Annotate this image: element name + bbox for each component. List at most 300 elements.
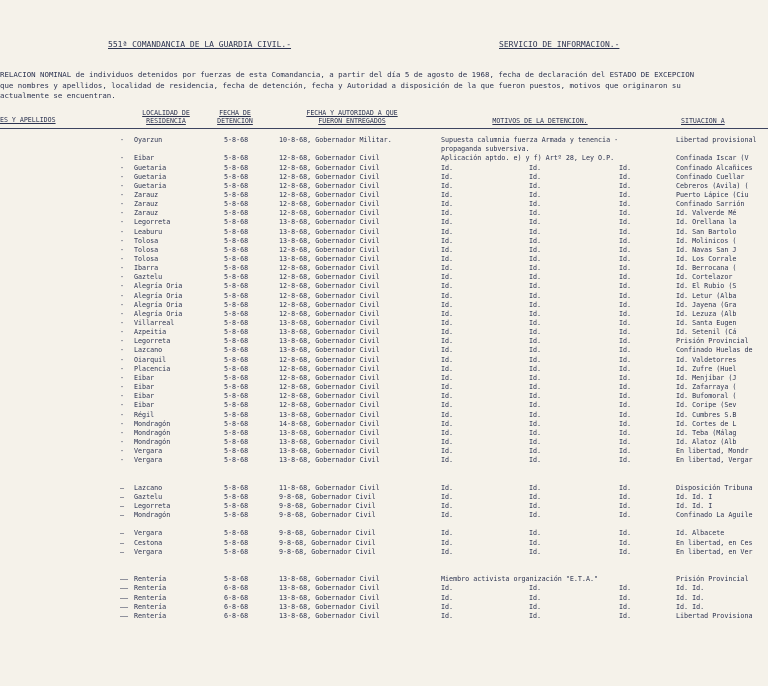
motive-cell: Id. [441, 401, 454, 410]
motive-cell: Id. [441, 483, 454, 492]
row-dash: - [120, 218, 125, 227]
motive-cell: Id. [619, 611, 632, 620]
table-row [0, 237, 768, 246]
motive-cell: Id. [619, 291, 632, 300]
col-header-name: ES Y APELLIDOS [0, 116, 56, 124]
row-dash: - [120, 319, 125, 327]
situation-cell: Id. Id. I [676, 492, 713, 501]
detention-date-cell: 5-8-68 [224, 483, 249, 492]
row-dash: - [120, 291, 125, 300]
row-dash: - [120, 437, 125, 446]
table-row [0, 301, 768, 310]
detention-date-cell: 5-8-68 [224, 136, 249, 144]
row-dash: — [120, 547, 125, 556]
table-row [0, 273, 768, 282]
authority-cell: 12-8-68, Gobernador Civil [279, 181, 380, 190]
motive-cell: Id. [529, 236, 542, 245]
situation-cell: Id. Bufomoral ( [676, 392, 737, 401]
detention-date-cell: 6-8-68 [224, 584, 249, 593]
authority-cell: 9-8-68, Gobernador Civil [279, 511, 376, 520]
motive-cell: Id. [619, 547, 632, 556]
table-row [0, 200, 768, 209]
locality-cell: Placencia [134, 364, 171, 373]
motive-cell: Id. [529, 611, 542, 620]
motive-cell: Id. [441, 364, 454, 373]
detention-date-cell: 5-8-68 [224, 447, 249, 456]
table-row [0, 246, 768, 255]
authority-cell: 9-8-68, Gobernador Civil [279, 492, 376, 501]
table-row [0, 484, 768, 493]
locality-cell: Alegría Oria [134, 300, 183, 309]
motive-cell: Id. [441, 447, 454, 456]
motive-cell: Id. [441, 547, 454, 556]
table-row [0, 209, 768, 218]
motive-cell: Id. [619, 328, 632, 337]
authority-cell: 12-8-68, Gobernador Civil [279, 291, 380, 300]
authority-cell: 13-8-68, Gobernador Civil [279, 593, 380, 602]
locality-cell: Lazcano [134, 483, 163, 492]
motive-cell: Id. [441, 282, 454, 291]
locality-cell: Legorreta [134, 218, 171, 227]
detention-date-cell: 5-8-68 [224, 410, 249, 419]
locality-cell: Zarauz [134, 190, 159, 199]
motive-cell: Id. [619, 447, 632, 456]
table-row [0, 612, 768, 621]
detention-date-cell: 5-8-68 [224, 502, 249, 510]
motive-cell: Id. [441, 328, 454, 337]
authority-cell: 13-8-68, Gobernador Civil [279, 255, 380, 263]
motive-cell: Id. [441, 337, 454, 346]
locality-cell: Eibar [134, 392, 155, 401]
authority-cell: 13-8-68, Gobernador Civil [279, 319, 380, 327]
motive-cell: Id. [619, 392, 632, 401]
detention-date-cell: 5-8-68 [224, 547, 249, 556]
authority-cell: 12-8-68, Gobernador Civil [279, 273, 380, 282]
detention-date-cell: 5-8-68 [224, 337, 249, 346]
col-header-locality [133, 110, 199, 125]
motive-cell: Id. [529, 255, 542, 263]
locality-cell: Rentería [134, 593, 167, 602]
motive-cell: Id. [619, 227, 632, 236]
motive-cell: Id. [529, 200, 542, 209]
authority-cell: 12-8-68, Gobernador Civil [279, 190, 380, 199]
motive-cell: Id. [529, 209, 542, 218]
motive-cell: Id. [529, 163, 542, 172]
motive-cell: Id. [619, 355, 632, 364]
situation-cell: Confinado Huelas de [676, 346, 753, 355]
row-dash: - [120, 264, 125, 273]
motive-cell: Id. [619, 529, 632, 538]
motive-cell: Id. [619, 309, 632, 318]
situation-cell: Id. Id. [676, 593, 705, 602]
row-dash: - [120, 273, 125, 282]
table-row [0, 365, 768, 374]
motive-cell: Id. [441, 511, 454, 520]
row-dash: — [120, 511, 125, 520]
situation-cell: Id. Lezuza (Alb [676, 309, 737, 318]
situation-cell: Id. Id. [676, 602, 705, 611]
authority-cell: 13-8-68, Gobernador Civil [279, 410, 380, 419]
locality-cell: Rentería [134, 611, 167, 620]
row-dash: — [120, 483, 125, 492]
motive-cell: Id. [619, 593, 632, 602]
detention-date-cell: 5-8-68 [224, 529, 249, 538]
situation-cell: Id. Navas San J [676, 245, 737, 254]
motive-cell: Id. [619, 401, 632, 410]
detention-date-cell: 5-8-68 [224, 255, 249, 263]
locality-cell: Régil [134, 410, 155, 419]
detention-date-cell: 5-8-68 [224, 319, 249, 327]
authority-cell: 9-8-68, Gobernador Civil [279, 502, 376, 510]
col-header-date [209, 110, 261, 125]
situation-cell: Id. Cortes de L [676, 419, 737, 428]
table-row [0, 310, 768, 319]
table-row [0, 182, 768, 191]
authority-cell: 12-8-68, Gobernador Civil [279, 200, 380, 209]
row-dash: - [120, 236, 125, 245]
motive-cell: Id. [529, 227, 542, 236]
header-left: 551ª COMANDANCIA DE LA GUARDIA CIVIL.- [108, 40, 292, 49]
table-row [0, 383, 768, 392]
row-dash: - [120, 154, 125, 163]
situation-cell: Prisión Provincial [676, 575, 749, 584]
intro-line: actualmente se encuentran. [0, 91, 116, 100]
locality-cell: Eibar [134, 373, 155, 382]
motive-cell: Id. [441, 218, 454, 227]
situation-cell: Id. Jayena (Gra [676, 300, 737, 309]
locality-cell: Oiarquil [134, 355, 167, 364]
detention-date-cell: 5-8-68 [224, 282, 249, 291]
row-dash: - [120, 373, 125, 382]
situation-cell: Id. Coripe (Sev [676, 401, 737, 410]
detention-date-cell: 5-8-68 [224, 511, 249, 520]
motive-cell: Id. [441, 383, 454, 391]
row-dash: — [120, 538, 125, 547]
detention-date-cell: 5-8-68 [224, 346, 249, 355]
detention-date-cell: 5-8-68 [224, 328, 249, 337]
detention-date-cell: 5-8-68 [224, 437, 249, 446]
situation-cell: Id. El Rubio (S [676, 282, 737, 291]
motive-cell: Id. [619, 172, 632, 181]
locality-cell: Eibar [134, 401, 155, 410]
table-row [0, 374, 768, 383]
motive-cell: Id. [619, 163, 632, 172]
row-dash: - [120, 364, 125, 373]
locality-cell: Vergara [134, 456, 163, 465]
motive-cell: Id. [529, 502, 542, 510]
table-row [0, 539, 768, 548]
situation-cell: Id. Cumbres S.B [676, 410, 737, 419]
situation-cell: Id. Zufre (Huel [676, 364, 737, 373]
authority-cell: 12-8-68, Gobernador Civil [279, 300, 380, 309]
detention-date-cell: 5-8-68 [224, 227, 249, 236]
row-dash: —— [120, 593, 129, 602]
motive-cell: Id. [619, 190, 632, 199]
locality-cell: Cestona [134, 538, 163, 547]
situation-cell: Id. Valverde Mé [676, 209, 737, 218]
motive-cell: Id. [529, 410, 542, 419]
authority-cell: 12-8-68, Gobernador Civil [279, 163, 380, 172]
detention-date-cell: 6-8-68 [224, 611, 249, 620]
detention-date-cell: 5-8-68 [224, 392, 249, 401]
situation-cell: Confinado Alcañices [676, 163, 753, 172]
header-right: SERVICIO DE INFORMACION.- [499, 40, 620, 49]
row-dash: —— [120, 575, 129, 584]
motive-cell: Id. [619, 282, 632, 291]
authority-cell: 13-8-68, Gobernador Civil [279, 428, 380, 437]
locality-cell: Tolosa [134, 255, 159, 263]
motive-cell: Id. [619, 383, 632, 391]
motive-cell: Id. [441, 236, 454, 245]
locality-cell: Mondragón [134, 437, 171, 446]
table-row [0, 154, 768, 163]
motive-cell: Id. [619, 300, 632, 309]
table-row [0, 511, 768, 520]
motive-cell: Id. [441, 181, 454, 190]
row-dash: - [120, 355, 125, 364]
authority-cell: 12-8-68, Gobernador Civil [279, 172, 380, 181]
motive-cell: Id. [529, 392, 542, 401]
motive-cell: Id. [529, 511, 542, 520]
situation-cell: Id. Id. I [676, 502, 713, 510]
detention-date-cell: 5-8-68 [224, 300, 249, 309]
row-dash: - [120, 227, 125, 236]
col-header-authority-line: FUERON ENTREGADOS [318, 116, 386, 125]
motive-cell: Id. [619, 410, 632, 419]
table-row [0, 319, 768, 328]
row-dash: - [120, 190, 125, 199]
motive-cell: Id. [529, 364, 542, 373]
situation-cell: En libertad, Vergar [676, 456, 753, 465]
situation-cell: Id. Santa Eugen [676, 319, 737, 327]
situation-cell: Confinada Iscar (V [676, 154, 749, 163]
motive-cell: Id. [619, 419, 632, 428]
situation-cell: Id. Letur (Alba [676, 291, 737, 300]
detention-date-cell: 5-8-68 [224, 538, 249, 547]
table-row [0, 136, 768, 145]
detention-date-cell: 5-8-68 [224, 273, 249, 282]
detention-date-cell: 5-8-68 [224, 218, 249, 227]
locality-cell: Ibarra [134, 264, 159, 273]
detention-date-cell: 6-8-68 [224, 602, 249, 611]
motive-cell: Id. [441, 245, 454, 254]
locality-cell: Guetaria [134, 172, 167, 181]
situation-cell: Id. San Bartolo [676, 227, 737, 236]
motive-cell: Id. [619, 209, 632, 218]
motive-cell: Id. [441, 584, 454, 593]
detention-date-cell: 5-8-68 [224, 209, 249, 218]
motive-cell: Id. [619, 483, 632, 492]
row-dash: —— [120, 602, 129, 611]
col-header-authority [289, 110, 415, 125]
motive-cell: Id. [441, 346, 454, 355]
row-dash: - [120, 383, 125, 391]
row-dash: - [120, 392, 125, 401]
row-dash: - [120, 282, 125, 291]
motive-cell: Id. [441, 190, 454, 199]
table-row [0, 493, 768, 502]
table-row [0, 264, 768, 273]
table-row [0, 438, 768, 447]
authority-cell: 13-8-68, Gobernador Civil [279, 456, 380, 465]
row-dash: - [120, 300, 125, 309]
intro-line: que nombres y apellidos, localidad de residencia, fecha de detención, fecha y Autoridad a disposición de la que fueron puestos, motivos que originaron su [0, 80, 681, 90]
motive-cell: Id. [441, 200, 454, 209]
motive-cell: Id. [619, 346, 632, 355]
authority-cell: 12-8-68, Gobernador Civil [279, 282, 380, 291]
situation-cell: Libertad provisional [676, 136, 757, 144]
motive-cell: Id. [441, 428, 454, 437]
motive-cell: Id. [441, 437, 454, 446]
motive-cell: Id. [619, 181, 632, 190]
table-row [0, 292, 768, 301]
table-row [0, 456, 768, 465]
motive-cell: Id. [441, 419, 454, 428]
motive-cell: Id. [529, 355, 542, 364]
situation-cell: Id. Id. [676, 584, 705, 593]
row-dash: - [120, 337, 125, 346]
authority-cell: 13-8-68, Gobernador Civil [279, 611, 380, 620]
authority-cell: 13-8-68, Gobernador Civil [279, 447, 380, 456]
col-header-locality-line: RESIDENCIA [146, 116, 186, 125]
table-row [0, 356, 768, 365]
motive-cell: Id. [619, 538, 632, 547]
motive-cell: Id. [529, 273, 542, 282]
situation-cell: Prisión Provincial [676, 337, 749, 346]
locality-cell: Mondragón [134, 419, 171, 428]
row-dash: — [120, 492, 125, 501]
authority-cell: 12-8-68, Gobernador Civil [279, 373, 380, 382]
motive-cell: Id. [529, 218, 542, 227]
motive-cell: Id. [441, 593, 454, 602]
authority-cell: 12-8-68, Gobernador Civil [279, 364, 380, 373]
authority-cell: 12-8-68, Gobernador Civil [279, 401, 380, 410]
locality-cell: Eibar [134, 383, 155, 391]
motive-cell: Id. [619, 218, 632, 227]
locality-cell: Vergara [134, 447, 163, 456]
motive-cell: Id. [529, 291, 542, 300]
row-dash: - [120, 346, 125, 355]
locality-cell: Mondragón [134, 511, 171, 520]
authority-cell: 13-8-68, Gobernador Civil [279, 584, 380, 593]
motive-cell: Id. [529, 419, 542, 428]
col-header-date-line: DETENCION [217, 116, 253, 125]
situation-cell: Puerto Lápice (Ciu [676, 190, 749, 199]
locality-cell: Vergara [134, 547, 163, 556]
row-dash: - [120, 245, 125, 254]
col-header-motives: MOTIVOS DE LA DETENCION. [492, 117, 588, 125]
row-dash: - [120, 410, 125, 419]
table-row [0, 145, 768, 154]
detention-date-cell: 5-8-68 [224, 456, 249, 465]
detention-date-cell: 5-8-68 [224, 428, 249, 437]
detention-date-cell: 5-8-68 [224, 383, 249, 391]
situation-cell: Id. Albacete [676, 529, 725, 538]
motive-cell: Id. [619, 492, 632, 501]
motive-cell: Id. [529, 337, 542, 346]
authority-cell: 12-8-68, Gobernador Civil [279, 309, 380, 318]
table-row [0, 411, 768, 420]
authority-cell: 13-8-68, Gobernador Civil [279, 328, 380, 337]
motive-cell: Id. [529, 529, 542, 538]
locality-cell: Gaztelu [134, 273, 163, 282]
detention-date-cell: 6-8-68 [224, 593, 249, 602]
col-header-date-line: FECHA DE [219, 109, 251, 117]
detention-date-cell: 5-8-68 [224, 373, 249, 382]
situation-cell: Confinado La Aguile [676, 511, 753, 520]
authority-cell: 12-8-68, Gobernador Civil [279, 209, 380, 218]
header-rule [0, 128, 768, 129]
motive-cell: Id. [441, 291, 454, 300]
motive-cell: Id. [619, 264, 632, 273]
table-row [0, 429, 768, 438]
motive-cell: Id. [441, 410, 454, 419]
table-row [0, 401, 768, 410]
locality-cell: Tolosa [134, 236, 159, 245]
situation-cell: Libertad Provisiona [676, 611, 753, 620]
table-row [0, 346, 768, 355]
motive-cell: Id. [529, 538, 542, 547]
situation-cell: Id. Cortelazor [676, 273, 733, 282]
motive-cell: Id. [529, 282, 542, 291]
motive-cell: Id. [619, 456, 632, 465]
motive-cell: Id. [441, 300, 454, 309]
locality-cell: Rentería [134, 584, 167, 593]
situation-cell: En libertad, en Ces [676, 538, 753, 547]
row-dash: —— [120, 584, 129, 593]
authority-cell: 9-8-68, Gobernador Civil [279, 547, 376, 556]
locality-cell: Alegría Oria [134, 282, 183, 291]
authority-cell: 10-8-68, Gobernador Militar. [279, 136, 392, 144]
table-row [0, 584, 768, 593]
motive-cell: Id. [619, 255, 632, 263]
motive-cell: Id. [619, 337, 632, 346]
row-dash: — [120, 502, 125, 510]
detention-date-cell: 5-8-68 [224, 419, 249, 428]
motive-cell: Id. [441, 373, 454, 382]
authority-cell: 13-8-68, Gobernador Civil [279, 602, 380, 611]
motive-cell: Id. [529, 483, 542, 492]
authority-cell: 13-8-68, Gobernador Civil [279, 337, 380, 346]
col-header-authority-line: FECHA Y AUTORIDAD A QUE [306, 109, 398, 117]
table-row [0, 529, 768, 538]
table-row [0, 228, 768, 237]
locality-cell: Zarauz [134, 209, 159, 218]
locality-cell: Rentería [134, 575, 167, 584]
motive-cell: Id. [529, 190, 542, 199]
row-dash: - [120, 136, 125, 144]
detention-date-cell: 5-8-68 [224, 575, 249, 584]
motive-cell: Id. [529, 547, 542, 556]
table-row [0, 603, 768, 612]
motive-cell: Id. [529, 373, 542, 382]
motive-cell: Id. [441, 538, 454, 547]
motive-cell: Miembro activista organización "E.T.A." [441, 575, 599, 584]
motive-cell: Id. [441, 392, 454, 401]
motive-cell: Id. [441, 273, 454, 282]
detention-date-cell: 5-8-68 [224, 181, 249, 190]
locality-cell: Guetaria [134, 163, 167, 172]
motive-cell: Id. [619, 437, 632, 446]
motive-cell: Id. [619, 236, 632, 245]
motive-cell: Id. [441, 163, 454, 172]
locality-cell: Legorreta [134, 337, 171, 346]
detention-date-cell: 5-8-68 [224, 200, 249, 209]
table-row [0, 548, 768, 557]
authority-cell: 13-8-68, Gobernador Civil [279, 575, 380, 584]
table-row [0, 255, 768, 264]
situation-cell: Id. Menjíbar (J [676, 373, 737, 382]
